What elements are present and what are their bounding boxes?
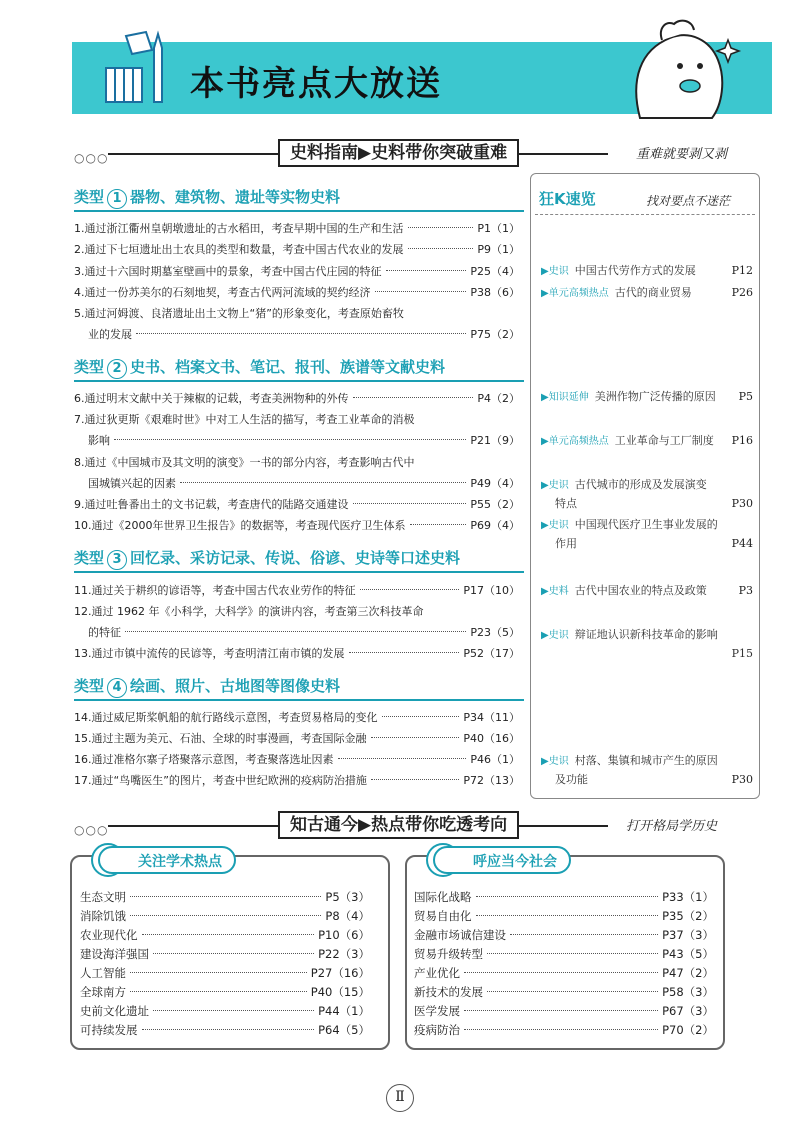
panel-entry: ▶知识延伸 美洲作物广泛传播的原因 P5: [541, 390, 753, 403]
panel-entry: ▶史料 古代中国农业的特点及政策 P3: [541, 584, 753, 597]
arrow-icon: ▶: [541, 520, 549, 531]
type-underline: [74, 699, 524, 701]
list-item: 17.通过“鸟嘴医生”的图片，考查中世纪欧洲的疫病防治措施 P72（13）: [74, 774, 520, 787]
panel-entry: ▶史识 村落、集镇和城市产生的原因 及功能 P30: [541, 754, 753, 786]
list-item: 14.通过威尼斯桨帆船的航行路线示意图，考查贸易格局的变化 P34（11）: [74, 711, 520, 724]
list-item: 4.通过一份苏美尔的石刻地契，考查古代两河流域的契约经济 P38（6）: [74, 286, 520, 299]
alpaca-mascot-icon: [600, 10, 750, 120]
panel-entry: ▶史识 中国现代医疗卫生事业发展的 作用 P44: [541, 518, 753, 550]
panel-entry: ▶史识 中国古代劳作方式的发展 P12: [541, 264, 753, 277]
type-heading: 类型 1 器物、建筑物、遗址等实物史料: [74, 186, 340, 209]
hotspot-item: 全球南方 P40（15）: [80, 985, 370, 999]
list-item: 13.通过市镇中流传的民谚等，考查明清江南市镇的发展 P52（17）: [74, 647, 520, 660]
list-item: 2.通过下七垣遗址出土农具的类型和数量，考查中国古代农业的发展 P9（1）: [74, 243, 520, 256]
arrow-icon: ▶: [541, 288, 549, 299]
list-item: 8.通过《中国城市及其文明的演变》一书的部分内容，考查影响古代中 国城镇兴起的因素 P49（4）: [74, 456, 520, 490]
panel-divider: [535, 214, 755, 215]
hotspot-item: 生态文明 P5（3）: [80, 890, 370, 904]
current-society-title: 呼应当今社会: [433, 846, 571, 874]
list-item: 6.通过明末文献中关于辣椒的记载，考查美洲物种的外传 P4（2）: [74, 392, 520, 405]
lab-equipment-icon: [96, 28, 166, 108]
arrow-icon: ▶: [541, 756, 549, 767]
society-item: 医学发展 P67（3）: [414, 1004, 714, 1018]
arrow-icon: ▶: [541, 392, 549, 403]
list-item: 9.通过吐鲁番出土的文书记载，考查唐代的陆路交通建设 P55（2）: [74, 498, 520, 511]
section1-title: 史料指南▶史料带你突破重难: [278, 139, 519, 167]
society-item: 贸易自由化 P35（2）: [414, 909, 714, 923]
list-item: 3.通过十六国时期墓室壁画中的景象，考查中国古代庄园的特征 P25（4）: [74, 265, 520, 278]
society-item: 疫病防治 P70（2）: [414, 1023, 714, 1037]
section2-side-note: 打开格局学历史: [626, 819, 718, 834]
section2-title: 知古通今▶热点带你吃透考向: [278, 811, 519, 839]
list-item: 16.通过准格尔寨子塔聚落示意图，考查聚落选址因素 P46（1）: [74, 753, 520, 766]
academic-hotspots-title: 关注学术热点: [98, 846, 236, 874]
arrow-icon: ▶: [541, 630, 549, 641]
list-item: 1.通过浙江衢州皇朝墩遗址的古水稻田，考查早期中国的生产和生活 P1（1）: [74, 222, 520, 235]
section1-dots: ○○○: [74, 151, 109, 165]
section1-header: [74, 139, 754, 169]
society-item: 新技术的发展 P58（3）: [414, 985, 714, 999]
society-item: 国际化战略 P33（1）: [414, 890, 714, 904]
list-item: 7.通过狄更斯《艰难时世》中对工人生活的描写，考查工业革命的消极 影响 P21（9）: [74, 413, 520, 447]
hotspot-item: 可持续发展 P64（5）: [80, 1023, 370, 1037]
panel-entry: ▶单元高频热点 古代的商业贸易 P26: [541, 286, 753, 299]
list-item: 10.通过《2000年世界卫生报告》的数据等，考查现代医疗卫生体系 P69（4）: [74, 519, 520, 532]
panel-side-note: 找对要点不迷茫: [646, 194, 731, 208]
panel-title: 狂K速览: [539, 190, 596, 208]
arrow-icon: ▶: [541, 586, 549, 597]
type-underline: [74, 380, 524, 382]
panel-entry: ▶史识 辩证地认识新科技革命的影响 P15: [541, 628, 753, 660]
banner: [0, 0, 800, 118]
hotspot-item: 建设海洋强国 P22（3）: [80, 947, 370, 961]
type-heading: 类型 3 回忆录、采访记录、传说、俗谚、史诗等口述史料: [74, 547, 460, 570]
type-heading: 类型 4 绘画、照片、古地图等图像史料: [74, 675, 340, 698]
arrow-icon: ▶: [541, 266, 549, 277]
type-heading: 类型 2 史书、档案文书、笔记、报刊、族谱等文献史料: [74, 356, 445, 379]
list-item: 12.通过 1962 年《小科学，大科学》的演讲内容，考查第三次科技革命 的特征 P23（5）: [74, 605, 520, 639]
society-item: 贸易升级转型 P43（5）: [414, 947, 714, 961]
banner-title: 本书亮点大放送: [190, 64, 442, 104]
society-item: 产业优化 P47（2）: [414, 966, 714, 980]
list-item: 11.通过关于耕织的谚语等，考查中国古代农业劳作的特征 P17（10）: [74, 584, 520, 597]
hotspot-item: 农业现代化 P10（6）: [80, 928, 370, 942]
page-number: Ⅱ: [386, 1084, 414, 1112]
panel-entry: ▶单元高频热点 工业革命与工厂制度 P16: [541, 434, 753, 447]
section2-header: [74, 811, 754, 841]
society-item: 金融市场诚信建设 P37（3）: [414, 928, 714, 942]
list-item: 5.通过河姆渡、良渚遗址出土文物上“猪”的形象变化，考查原始畜牧 业的发展 P75（2）: [74, 307, 520, 341]
arrow-icon: ▶: [541, 436, 549, 447]
panel-entry: ▶史识 古代城市的形成及发展演变 特点 P30: [541, 478, 753, 510]
quick-review-panel: [530, 173, 760, 799]
arrow-icon: ▶: [541, 480, 549, 491]
hotspot-item: 史前文化遗址 P44（1）: [80, 1004, 370, 1018]
hotspot-item: 消除饥饿 P8（4）: [80, 909, 370, 923]
hotspot-item: 人工智能 P27（16）: [80, 966, 370, 980]
type-underline: [74, 210, 524, 212]
list-item: 15.通过主题为美元、石油、全球的时事漫画，考查国际金融 P40（16）: [74, 732, 520, 745]
section1-side-note: 重难就要剥又剥: [636, 147, 728, 162]
type-underline: [74, 571, 524, 573]
section2-dots: ○○○: [74, 823, 109, 837]
